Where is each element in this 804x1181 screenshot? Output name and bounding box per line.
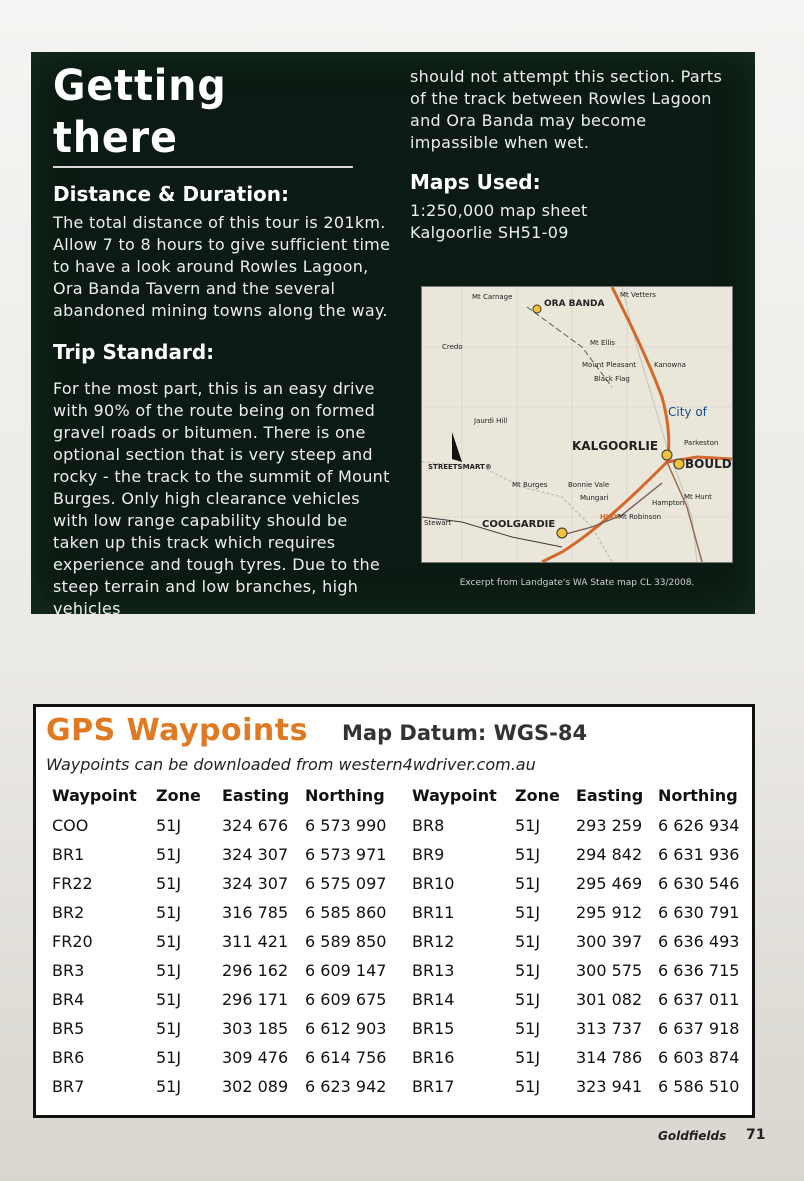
table-cell: BR5 bbox=[52, 1019, 85, 1038]
table-cell: 51J bbox=[515, 932, 541, 951]
gps-waypoints-box bbox=[33, 704, 755, 1118]
maps-used-line-1: 1:250,000 map sheet bbox=[410, 201, 588, 220]
table-cell: 6 573 971 bbox=[305, 845, 387, 864]
table-cell: BR2 bbox=[52, 903, 85, 922]
table-cell: 51J bbox=[515, 961, 541, 980]
table-cell: BR17 bbox=[412, 1077, 455, 1096]
table-cell: 51J bbox=[515, 903, 541, 922]
table-cell: BR12 bbox=[412, 932, 455, 951]
table-row bbox=[52, 840, 405, 869]
download-note: Waypoints can be downloaded from western4wdriver.com.au bbox=[46, 755, 536, 774]
table-cell: 6 609 147 bbox=[305, 961, 387, 980]
table-cell: 51J bbox=[515, 1077, 541, 1096]
table-row bbox=[52, 811, 405, 840]
table-cell: 51J bbox=[515, 990, 541, 1009]
map-graphic bbox=[422, 287, 732, 562]
table-cell: 313 737 bbox=[576, 1019, 643, 1038]
table-cell: BR4 bbox=[52, 990, 85, 1009]
table-cell: 51J bbox=[156, 874, 182, 893]
map-label-city-of: City of bbox=[668, 405, 707, 419]
getting-there-panel bbox=[31, 52, 755, 618]
table-row bbox=[52, 956, 405, 985]
table-row bbox=[412, 985, 748, 1014]
table-cell: 51J bbox=[156, 903, 182, 922]
table-row bbox=[52, 898, 405, 927]
table-row bbox=[52, 1014, 405, 1043]
table-cell: 51J bbox=[156, 816, 182, 835]
table-cell: 51J bbox=[515, 845, 541, 864]
table-row bbox=[412, 898, 748, 927]
table-cell: BR13 bbox=[412, 961, 455, 980]
getting-there-right-column bbox=[410, 66, 740, 244]
table-cell: FR20 bbox=[52, 932, 93, 951]
table-row bbox=[412, 840, 748, 869]
table-cell: 309 476 bbox=[222, 1048, 289, 1067]
map-label-stewart: Stewart bbox=[424, 519, 452, 527]
table-row bbox=[412, 1072, 748, 1101]
table-cell: BR10 bbox=[412, 874, 455, 893]
table-cell: 6 630 791 bbox=[658, 903, 740, 922]
table-cell: FR22 bbox=[52, 874, 93, 893]
map-label-coolgardie: COOLGARDIE bbox=[482, 519, 556, 530]
table-cell: BR14 bbox=[412, 990, 455, 1009]
table-cell: 51J bbox=[515, 874, 541, 893]
table-cell: BR15 bbox=[412, 1019, 455, 1038]
table-cell: 51J bbox=[156, 932, 182, 951]
table-cell: 6 589 850 bbox=[305, 932, 387, 951]
table-cell: 295 912 bbox=[576, 903, 643, 922]
table-cell: 6 609 675 bbox=[305, 990, 387, 1009]
column-header: Waypoint bbox=[412, 785, 497, 805]
map-label-mount-pleasant: Mount Pleasant bbox=[582, 361, 637, 369]
map-label-jaurdi-hill: Jaurdi Hill bbox=[474, 417, 508, 425]
table-row bbox=[412, 811, 748, 840]
table-cell: BR1 bbox=[52, 845, 85, 864]
column-header: Easting bbox=[576, 785, 644, 805]
table-cell: COO bbox=[52, 816, 89, 835]
column-header: Waypoint bbox=[52, 785, 137, 805]
table-cell: 6 637 011 bbox=[658, 990, 740, 1009]
map-label-mt-ellis: Mt Ellis bbox=[590, 339, 615, 347]
table-cell: 51J bbox=[156, 1077, 182, 1096]
table-cell: 300 397 bbox=[576, 932, 643, 951]
table-cell: 6 626 934 bbox=[658, 816, 740, 835]
table-cell: 314 786 bbox=[576, 1048, 643, 1067]
table-cell: 6 614 756 bbox=[305, 1048, 387, 1067]
table-cell: 6 585 860 bbox=[305, 903, 387, 922]
table-cell: 303 185 bbox=[222, 1019, 289, 1038]
table-row bbox=[52, 927, 405, 956]
table-cell: BR16 bbox=[412, 1048, 455, 1067]
table-cell: 6 603 874 bbox=[658, 1048, 740, 1067]
table-cell: 51J bbox=[156, 1048, 182, 1067]
page-number: 71 bbox=[746, 1127, 766, 1143]
table-cell: 51J bbox=[156, 990, 182, 1009]
map-label-credo: Credo bbox=[442, 343, 463, 351]
table-cell: 296 162 bbox=[222, 961, 289, 980]
table-cell: 51J bbox=[515, 1048, 541, 1067]
maps-used-line-2: Kalgoorlie SH51-09 bbox=[410, 223, 569, 242]
table-row bbox=[412, 1014, 748, 1043]
table-cell: 295 469 bbox=[576, 874, 643, 893]
table-cell: 6 575 097 bbox=[305, 874, 387, 893]
table-cell: 6 636 715 bbox=[658, 961, 740, 980]
table-cell: 294 842 bbox=[576, 845, 643, 864]
map-label-ora-banda: ORA BANDA bbox=[544, 299, 605, 309]
trip-standard-text: For the most part, this is an easy drive with 90% of the route being on formed gravel roads or bitumen. There is one optional section that is very steep and rocky - the track to the summit of Mount Burges. Only high clearance vehicles with low range capability should be taken up this track which requires experience and tough tyres. Due to the steep terrain and low branches, high vehicles bbox=[53, 379, 390, 618]
map-label-kalgoorlie: KALGOORLIE bbox=[572, 439, 659, 453]
column-header: Zone bbox=[515, 785, 560, 805]
table-cell: BR6 bbox=[52, 1048, 85, 1067]
table-header-row bbox=[412, 779, 748, 811]
table-cell: 6 637 918 bbox=[658, 1019, 740, 1038]
table-cell: 324 307 bbox=[222, 874, 289, 893]
map-label-mt-burges: Mt Burges bbox=[512, 481, 548, 489]
waypoints-table-left bbox=[52, 779, 405, 1101]
map-label-mt-hunt: Mt Hunt bbox=[684, 493, 712, 501]
column-header: Easting bbox=[222, 785, 290, 805]
gps-title: GPS Waypoints bbox=[46, 713, 308, 748]
table-cell: 324 676 bbox=[222, 816, 289, 835]
table-row bbox=[412, 1043, 748, 1072]
table-cell: 324 307 bbox=[222, 845, 289, 864]
table-cell: 6 636 493 bbox=[658, 932, 740, 951]
map-label-black-flag: Black Flag bbox=[594, 375, 630, 383]
table-cell: 6 612 903 bbox=[305, 1019, 387, 1038]
map-label-mt-vetters: Mt Vetters bbox=[620, 291, 656, 299]
table-cell: BR7 bbox=[52, 1077, 85, 1096]
table-cell: BR3 bbox=[52, 961, 85, 980]
table-row bbox=[52, 1072, 405, 1101]
table-cell: 6 630 546 bbox=[658, 874, 740, 893]
map-label-parkeston: Parkeston bbox=[684, 439, 719, 447]
getting-there-left-column bbox=[53, 60, 393, 620]
table-cell: 311 421 bbox=[222, 932, 289, 951]
table-header-row bbox=[52, 779, 405, 811]
table-cell: 6 586 510 bbox=[658, 1077, 740, 1096]
map-datum: Map Datum: WGS-84 bbox=[342, 721, 588, 745]
map-label-boulder: BOULD bbox=[685, 457, 732, 471]
table-cell: BR11 bbox=[412, 903, 455, 922]
table-cell: BR9 bbox=[412, 845, 445, 864]
table-row bbox=[412, 927, 748, 956]
column-header: Northing bbox=[658, 785, 738, 805]
column-header: Northing bbox=[305, 785, 385, 805]
map-excerpt bbox=[421, 286, 733, 563]
map-label-mt-robinson: Mt Robinson bbox=[618, 513, 662, 521]
distance-text: The total distance of this tour is 201km. Allow 7 to 8 hours to give sufficient time to have a look around Rowles Lagoon, Ora Banda Tavern and the several abandoned mining towns along the way. bbox=[53, 213, 391, 320]
table-cell: 323 941 bbox=[576, 1077, 643, 1096]
table-cell: 6 623 942 bbox=[305, 1077, 387, 1096]
table-cell: 316 785 bbox=[222, 903, 289, 922]
table-cell: BR8 bbox=[412, 816, 445, 835]
table-cell: 51J bbox=[156, 961, 182, 980]
table-row bbox=[412, 869, 748, 898]
table-cell: 296 171 bbox=[222, 990, 289, 1009]
table-cell: 51J bbox=[156, 1019, 182, 1038]
table-row bbox=[52, 1043, 405, 1072]
map-label-mt-carnage: Mt Carnage bbox=[472, 293, 513, 301]
map-label-kanowna: Kanowna bbox=[654, 361, 686, 369]
map-caption: Excerpt from Landgate's WA State map CL 33/2008. bbox=[459, 578, 695, 588]
table-cell: 51J bbox=[156, 845, 182, 864]
map-label-mungari: Mungari bbox=[580, 494, 609, 502]
table-cell: 301 082 bbox=[576, 990, 643, 1009]
map-label-streetsmart: STREETSMART® bbox=[428, 463, 492, 471]
maps-used-heading: Maps Used: bbox=[410, 170, 541, 194]
table-row bbox=[412, 956, 748, 985]
table-cell: 51J bbox=[515, 816, 541, 835]
trip-standard-heading: Trip Standard: bbox=[53, 340, 215, 364]
map-label-hwy: HWY bbox=[600, 513, 619, 521]
table-cell: 300 575 bbox=[576, 961, 643, 980]
table-cell: 51J bbox=[515, 1019, 541, 1038]
page-title: Getting there bbox=[53, 60, 353, 168]
distance-heading: Distance & Duration: bbox=[53, 182, 290, 206]
map-label-hampton: Hampton bbox=[652, 499, 685, 507]
column-header: Zone bbox=[156, 785, 201, 805]
map-label-bonnie-vale: Bonnie Vale bbox=[568, 481, 610, 489]
waypoints-table-right bbox=[412, 779, 748, 1101]
table-cell: 302 089 bbox=[222, 1077, 289, 1096]
table-row bbox=[52, 869, 405, 898]
footer-section-name: Goldfields bbox=[658, 1129, 727, 1143]
table-cell: 6 573 990 bbox=[305, 816, 387, 835]
table-cell: 293 259 bbox=[576, 816, 643, 835]
table-cell: 6 631 936 bbox=[658, 845, 740, 864]
table-row bbox=[52, 985, 405, 1014]
continued-text: should not attempt this section. Parts of the track between Rowles Lagoon and Ora Banda may become impassible when wet. bbox=[410, 67, 723, 152]
